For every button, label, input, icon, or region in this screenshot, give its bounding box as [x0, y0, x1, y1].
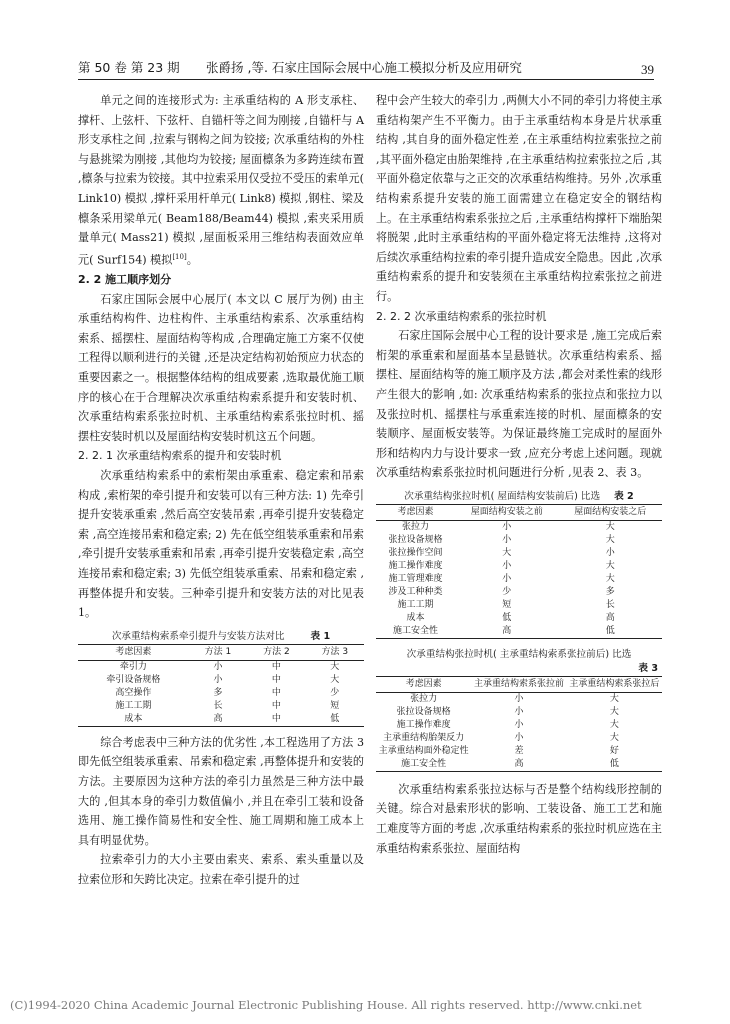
right-column: [376, 91, 662, 858]
table-cell: 小: [502, 560, 512, 571]
table-cell: 少: [330, 687, 340, 698]
subsection-heading: 2. 2. 2 次承重结构索系的张拉时机: [376, 309, 547, 323]
table-row: [376, 599, 662, 612]
table-row: [376, 625, 662, 639]
table-header-cell: 方法 2: [247, 644, 305, 660]
table-cell: 施工管理难度: [388, 573, 443, 584]
header-rule: [78, 79, 654, 80]
paragraph: 拉索牵引力的大小主要由索夹、索系、索头重量以及拉索位形和矢跨比决定。拉索在牵引提升的过: [78, 853, 364, 886]
table-cell: 小: [514, 693, 524, 704]
table-cell: 大: [605, 573, 615, 584]
table-caption-text: 次承重结构索系牵引提升与安装方法对比: [111, 630, 285, 642]
table-cell: 主承重结构面外稳定性: [378, 745, 469, 756]
table-row: [78, 700, 364, 713]
table-cell: 张拉操作空间: [388, 547, 443, 558]
table-row: [376, 745, 662, 758]
table-cell: 施工安全性: [376, 625, 455, 639]
paragraph-text: 单元之间的连接形式为: 主承重结构的 A 形支承柱、撑杆、上弦杆、下弦杆、自锚杆等之间为刚接 ,自锚杆与 A 形支承柱之间 ,拉索与钢构之间为铰接; 次承重结构的外柱与悬挑梁为刚接 ,其他均为铰接; 屋面檩条为多跨连续布置 ,檩条与拉索为铰接。其中拉索采用仅受拉不受压的索单元( Link10) 模拟 ,撑杆采用杆单元( Link8) 模拟 ,钢柱、梁及檩条采用梁单元( Beam188/Beam44) 模拟 ,索夹采用质量单元( Mass21) 模拟 ,屋面板采用三维结构表面效应单元( Surf154) 模拟: [78, 94, 364, 267]
table-cell: 多: [213, 687, 223, 698]
table-cell: 大: [502, 547, 512, 558]
left-column: [78, 91, 364, 889]
table-header-cell: 考虑因素: [376, 676, 471, 692]
table-number: 表 3: [638, 662, 658, 674]
table-header-cell: 屋面结构安装之后: [558, 504, 662, 520]
table-header-cell: 屋面结构安装之前: [455, 504, 559, 520]
table-cell: 施工安全性: [376, 758, 471, 772]
table-cell: 低: [502, 612, 512, 623]
table-row: [376, 547, 662, 560]
table-cell: 大: [609, 693, 619, 704]
table-cell: 大: [605, 560, 615, 571]
table-cell: 少: [502, 586, 512, 597]
table-1: [78, 644, 364, 727]
paragraph: 石家庄国际会展中心展厅( 本文以 C 展厅为例) 由主承重结构构件、边柱构件、主承重结构索系、次承重结构索系、摇摆柱、屋面结构等构成 ,合理确定施工方案不仅使工程得以顺利进行的关键 ,还是决定结构初始预应力状态的重要因素之一。根据整体结构的组成要素 ,选取最优施工顺序的核心在于合理解决次承重结构索系提升和安装时机、次承重结构索系张拉时机、主承重结构索系张拉时机、摇摆柱安装时机以及屋面结构安装时机这五个问题。: [78, 292, 364, 443]
table-cell: 张拉力: [401, 521, 429, 532]
table-row: [78, 713, 364, 727]
table-number: 表 2: [614, 490, 634, 502]
running-title: 张爵扬 ,等. 石家庄国际会展中心施工模拟分析及应用研究: [206, 60, 522, 75]
table-header-cell: 考虑因素: [78, 644, 189, 660]
table-row: [376, 573, 662, 586]
table-row: [376, 719, 662, 732]
table-cell: 高: [605, 612, 615, 623]
table-cell: 成本: [78, 713, 189, 727]
table-cell: 好: [609, 745, 619, 756]
table-cell: 小: [213, 661, 223, 672]
table-cell: 中: [271, 700, 281, 711]
table-caption-text: 次承重结构张拉时机( 屋面结构安装前后) 比选: [404, 490, 601, 502]
table-row: [78, 687, 364, 700]
table-cell: 牵引设备规格: [106, 674, 161, 685]
table-header-cell: 方法 1: [189, 644, 247, 660]
table-row: [376, 758, 662, 772]
paragraph: [78, 91, 364, 270]
table-3: [376, 676, 662, 772]
paragraph: 次承重结构索系中的索桁架由承重索、稳定索和吊索构成 ,索桁架的牵引提升和安装可以有三种方法: 1) 先牵引提升安装承重索 ,然后高空安装吊索 ,再牵引提升安装稳定索 ,高空连接吊索和稳定索; 2) 先在低空组装承重索和吊索 ,牵引提升安装承重索和吊索 ,再牵引提升安装稳定索 ,高空连接吊索和稳定索; 3) 先低空组装承重索、吊索和稳定索 ,再整体提升和安装。三种牵引提升和安装方法的对比见表 1。: [78, 468, 364, 620]
copyright-footer: (C)1994-2020 China Academic Journal Electronic Publishing House. All rights reserved. http://www.cnki.net: [10, 998, 642, 1012]
table-cell: 短: [502, 599, 512, 610]
table-row: [78, 674, 364, 687]
table-cell: 高: [189, 713, 247, 727]
paragraph-end: 。: [186, 253, 198, 267]
table-number: 表 1: [310, 630, 331, 642]
page-number: 39: [641, 62, 654, 77]
table-caption-text: 次承重结构张拉时机( 主承重结构索系张拉前后) 比选: [406, 648, 632, 660]
table-cell: 张拉设备规格: [388, 534, 443, 545]
table-cell: 主承重结构胎架反力: [383, 732, 465, 743]
running-header: [78, 56, 654, 78]
table-cell: 差: [514, 745, 524, 756]
table-cell: 小: [502, 521, 512, 532]
table-cell: 高空操作: [115, 687, 152, 698]
table-cell: 小: [502, 573, 512, 584]
subsection-heading: 2. 2. 1 次承重结构索系的提升和安装时机: [78, 449, 282, 463]
journal-volume: 第 50 卷 第 23 期: [78, 60, 180, 75]
table-cell: 小: [514, 732, 524, 743]
table-cell: 小: [514, 706, 524, 717]
paragraph: 综合考虑表中三种方法的优劣性 ,本工程选用了方法 3 即先低空组装承重索、吊索和稳定索 ,再整体提升和安装的方法。主要原因为这种方法的牵引力虽然是三种方法中最大的 ,但其本身的牵引力数值偏小 ,并且在牵引工装和设备选用、施工操作简易性和安全性、施工周期和施工成本上具有明显优势。: [78, 735, 364, 847]
table-cell: 大: [609, 732, 619, 743]
table-row: [376, 534, 662, 547]
table-row: [376, 706, 662, 719]
paragraph: 石家庄国际会展中心工程的设计要求是 ,施工完成后索桁架的承重索和屋面基本呈悬链状。次承重结构索系、摇摆柱、屋面结构等的施工顺序及方法 ,都会对柔性索的线形产生很大的影响 ,如: 次承重结构索系的张拉点和张拉力以及张拉时机、摇摆柱与承重索连接的时机、屋面檩条的安装顺序、屋面板安装等。为保证最终施工完成时的屋面外形和结构内力与设计要求一致 ,应充分考虑上述问题。现就次承重结构索系张拉时机问题进行分析 ,见表 2、表 3。: [376, 329, 662, 480]
table-cell: 小: [514, 719, 524, 730]
table-cell: 张拉力: [410, 693, 438, 704]
citation-ref[interactable]: [10]: [172, 252, 187, 261]
table-row: [376, 692, 662, 706]
table-cell: 多: [605, 586, 615, 597]
table-header-cell: 方法 3: [306, 644, 364, 660]
section-heading: 2. 2 施工顺序划分: [78, 273, 172, 287]
table-cell: 长: [213, 700, 223, 711]
table-cell: 低: [306, 713, 364, 727]
table-row: [376, 520, 662, 534]
table-row: [78, 660, 364, 674]
table-2-caption: [376, 489, 662, 504]
table-cell: 中: [247, 713, 305, 727]
table-cell: 大: [330, 661, 340, 672]
table-cell: 施工工期: [115, 700, 152, 711]
table-3-caption: [376, 647, 662, 662]
table-cell: 大: [605, 521, 615, 532]
table-cell: 低: [558, 625, 662, 639]
table-cell: 中: [271, 661, 281, 672]
table-cell: 大: [609, 719, 619, 730]
table-cell: 涉及工种种类: [388, 586, 443, 597]
table-cell: 小: [605, 547, 615, 558]
table-cell: 大: [609, 706, 619, 717]
table-1-caption: [78, 629, 364, 644]
table-row: [376, 612, 662, 625]
table-cell: 施工工期: [397, 599, 434, 610]
table-cell: 施工操作难度: [388, 560, 443, 571]
table-cell: 大: [605, 534, 615, 545]
table-cell: 中: [271, 687, 281, 698]
table-header-cell: 考虑因素: [376, 504, 455, 520]
table-cell: 张拉设备规格: [396, 706, 451, 717]
table-cell: 低: [567, 758, 662, 772]
table-2: [376, 504, 662, 639]
paragraph: 程中会产生较大的牵引力 ,两侧大小不同的牵引力将使主承重结构架产生不平衡力。由于主承重结构本身是片状承重结构 ,其自身的面外稳定性差 ,在主承重结构拉索张拉之前 ,其平面外稳定由胎架维持 ,在主承重结构拉索张拉之后 ,其平面外稳定依靠与之正交的次承重结构维持。另外 ,次承重结构索系提升安装的施工面需建立在稳定安全的钢结构上。在主承重结构索系张拉之后 ,主承重结构撑杆下端胎架将脱架 ,此时主承重结构的平面外稳定将无法维持 ,这将对后续次承重结构拉索的牵引提升造成安全隐患。因此 ,次承重结构索系的提升和安装须在主承重结构拉索张拉之前进行。: [376, 94, 662, 303]
table-cell: 高: [471, 758, 566, 772]
table-row: [376, 560, 662, 573]
table-header-cell: 主承重结构索系张拉前: [471, 676, 566, 692]
table-cell: 中: [271, 674, 281, 685]
table-row: [376, 732, 662, 745]
table-row: [376, 586, 662, 599]
table-cell: 小: [213, 674, 223, 685]
table-cell: 大: [330, 674, 340, 685]
table-header-cell: 主承重结构索系张拉后: [567, 676, 662, 692]
table-cell: 高: [455, 625, 559, 639]
table-cell: 短: [330, 700, 340, 711]
table-cell: 长: [605, 599, 615, 610]
table-cell: 牵引力: [119, 661, 147, 672]
table-cell: 施工操作难度: [396, 719, 451, 730]
table-cell: 小: [502, 534, 512, 545]
table-cell: 成本: [406, 612, 425, 623]
paragraph: 次承重结构索系张拉达标与否是整个结构线形控制的关键。综合对悬索形状的影响、工装设备、施工工艺和施工难度等方面的考虑 ,次承重结构索系的张拉时机应选在主承重结构索系张拉、屋面结构: [376, 782, 662, 855]
